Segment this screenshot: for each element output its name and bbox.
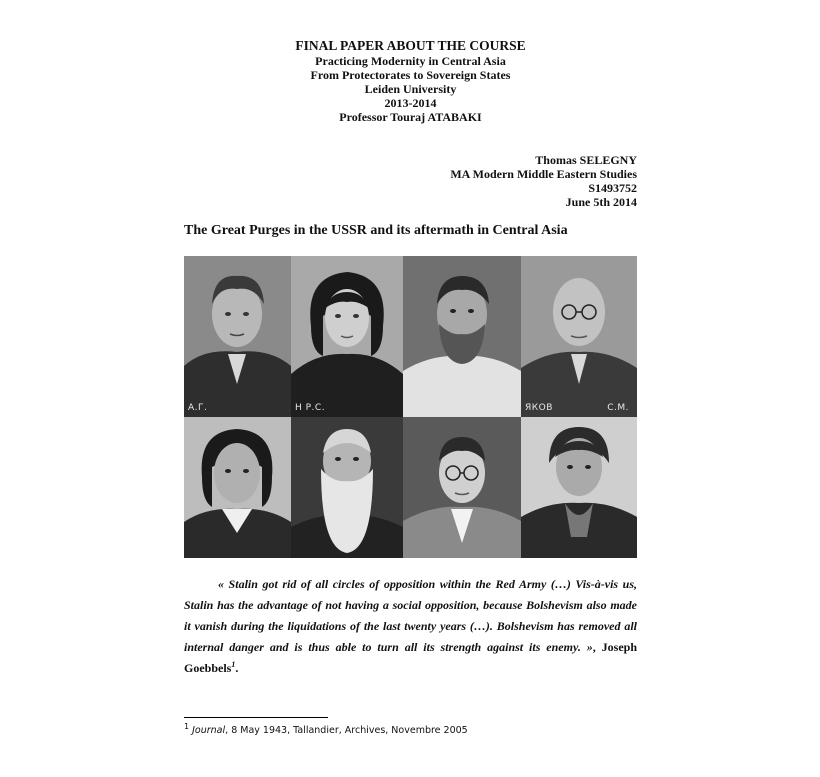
footnote-number: 1 [184, 721, 190, 731]
caption-2: Н Р.С. [295, 403, 326, 413]
portrait-bearded-man [403, 256, 521, 417]
university: Leiden University [364, 82, 457, 96]
footnote-ref[interactable]: 1 [231, 660, 236, 669]
mugshot-collage [184, 256, 637, 558]
student-id: S1493752 [588, 181, 637, 195]
author-name: Thomas SELEGNY [535, 153, 637, 167]
portrait-man-glasses [403, 417, 521, 558]
professor: Professor Touraj ATABAKI [339, 110, 482, 124]
title-block [184, 38, 637, 124]
course-name: Practicing Modernity in Central Asia [315, 54, 506, 68]
author-block [184, 153, 637, 209]
quote-attribution: , Joseph Goebbels [184, 640, 638, 675]
portrait-old-bearded-man [291, 417, 403, 558]
goebbels-quote: « Stalin got rid of all circles of opposition within the Red Army (…) Vis-à-vis us, Stalin has the advantage of not having a social opposition, because Bolshevism also made it vanish during the liquidations of the last twenty years (…). Bolshevism has removed all internal danger and is thus able to turn all its strength against its enemy. », Joseph Goebbels$^1$. [184, 577, 638, 675]
author-program: MA Modern Middle Eastern Studies [450, 167, 637, 181]
footnote-details: , 8 May 1943, Tallandier, Archives, Novembre 2005 [225, 725, 468, 736]
caption-1: А.Г. [188, 403, 208, 413]
footnote-divider [184, 717, 328, 718]
academic-year: 2013-2014 [384, 96, 437, 110]
portrait-bald-man [521, 256, 637, 417]
caption-3: ЯКОВ [525, 403, 553, 413]
portrait-woman-3 [521, 417, 637, 558]
quote-text: « Stalin got rid of all circles of opposition within the Red Army (…) Vis-à-vis us, Stalin has the advantage of not having a social opposition, because Bolshevism also made it vanish during the liquidations of the last twenty years (…). Bolshevism has removed all internal danger and is thus able to turn all its strength against its enemy. » [184, 577, 637, 654]
footnote-source: Journal [192, 725, 226, 736]
footnote [184, 721, 468, 736]
portrait-man-1 [184, 256, 291, 417]
submission-date: June 5th 2014 [565, 195, 637, 209]
caption-4: С.М. [607, 403, 629, 413]
course-subtitle: From Protectorates to Sovereign States [310, 68, 511, 82]
portrait-woman-2 [184, 417, 291, 558]
paper-title: The Great Purges in the USSR and its aftermath in Central Asia [184, 223, 568, 238]
course-title: FINAL PAPER ABOUT THE COURSE [295, 38, 526, 53]
portrait-woman-1 [291, 256, 403, 417]
